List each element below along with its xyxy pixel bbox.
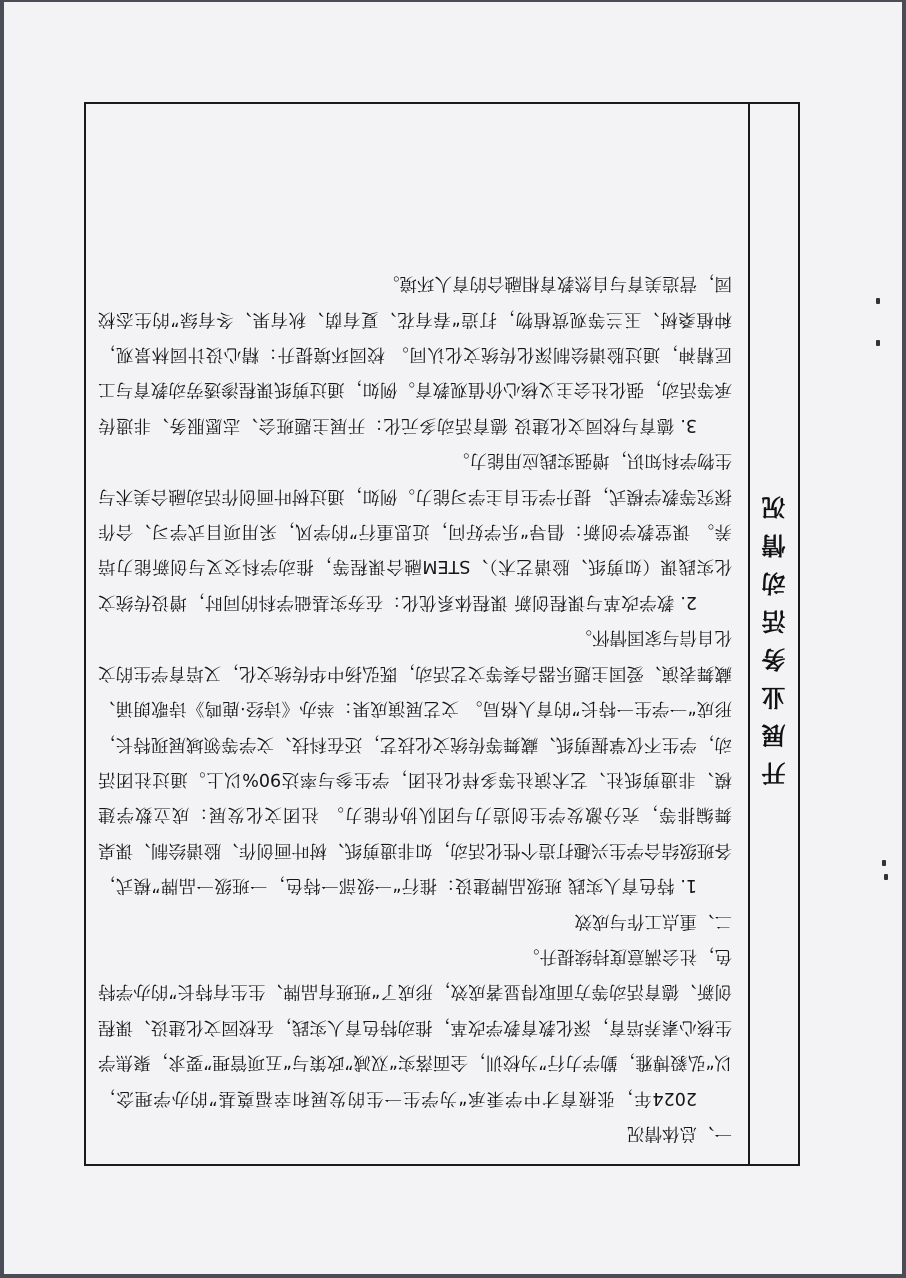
section-heading: 一、总体情况 <box>627 1123 732 1143</box>
body-paragraph: 2. 教学改革与课程创新 课程体系优化：在夯实基础学科的同时，增设传统文化实践课（如剪纸、脸谱艺术）、STEM融合课程等，推动学科交叉与创新能力培养。 课堂教学创新：倡导“乐学好问，近思重行”的学风，采用项目式学习、合作探究等教学模式，提升学生自主学习能力。例如，通过树叶画创作活动融合美术与生物学科知识，增强实践应用能力。 <box>98 450 732 612</box>
punch-mark <box>876 340 880 346</box>
body-paragraph: 2024年，张掖育才中学秉承“为学生一生的发展和幸福奠基”的办学理念，以“弘毅博雅，勤学力行”为校训，全面落实“双减”政策与“五项管理”要求，聚焦学生核心素养培育，深化教育教学改革，推动特色育人实践，在校园文化建设、课程创新、德育活动等方面取得显著成效，形成了“班班有品牌、生生有特长”的办学特色，社会满意度持续提升。 <box>98 945 732 1108</box>
side-label-cell <box>750 104 800 1164</box>
section-heading: 二、重点工作与成效 <box>574 910 732 931</box>
punch-mark <box>884 874 888 880</box>
punch-mark <box>882 860 886 866</box>
paper-sheet <box>4 2 902 1274</box>
side-title: 开展业务活动情况 <box>761 482 790 786</box>
rotated-content <box>92 110 742 1160</box>
report-text <box>92 265 742 1160</box>
body-paragraph: 1. 特色育人实践 班级品牌建设：推行“一级部一特色，一班级一品牌”模式，各班级结合学生兴趣打造个性化活动，如非遗剪纸、树叶画创作、脸谱绘制、课桌舞编排等，充分激发学生创造力与团队协作能力。 社团文化发展：成立数学建模、非遗剪纸社、艺术演社等多样化社团，学生参与率达90%以上。通过社团活动，学生不仅掌握剪纸、藏舞等传统文化技艺，还在科技、文学等领域展现特长，形成“一学生一特长”的育人格局。 文艺展演成果：举办《诗经·鹿鸣》诗歌朗诵、藏舞表演、爱国主题乐器合奏等文艺活动，既弘扬中华传统文化，又培育学生的文化自信与家国情怀。 <box>98 627 732 896</box>
form-frame <box>84 102 800 1166</box>
punch-mark <box>876 298 880 304</box>
content-cell <box>92 110 742 1160</box>
body-paragraph: 3. 德育与校园文化建设 德育活动多元化：开展主题班会、志愿服务、非遗传承等活动，强化社会主义核心价值观教育。例如，通过剪纸课程渗透劳动教育与工匠精神，通过脸谱绘制深化传统文化认同。 校园环境提升：精心设计园林景观，种植桑树、玉兰等观赏植物，打造“春有花、夏有荫、秋有果、冬有绿”的生态校园，营造美育与自然教育相融合的育人环境。 <box>98 273 732 435</box>
